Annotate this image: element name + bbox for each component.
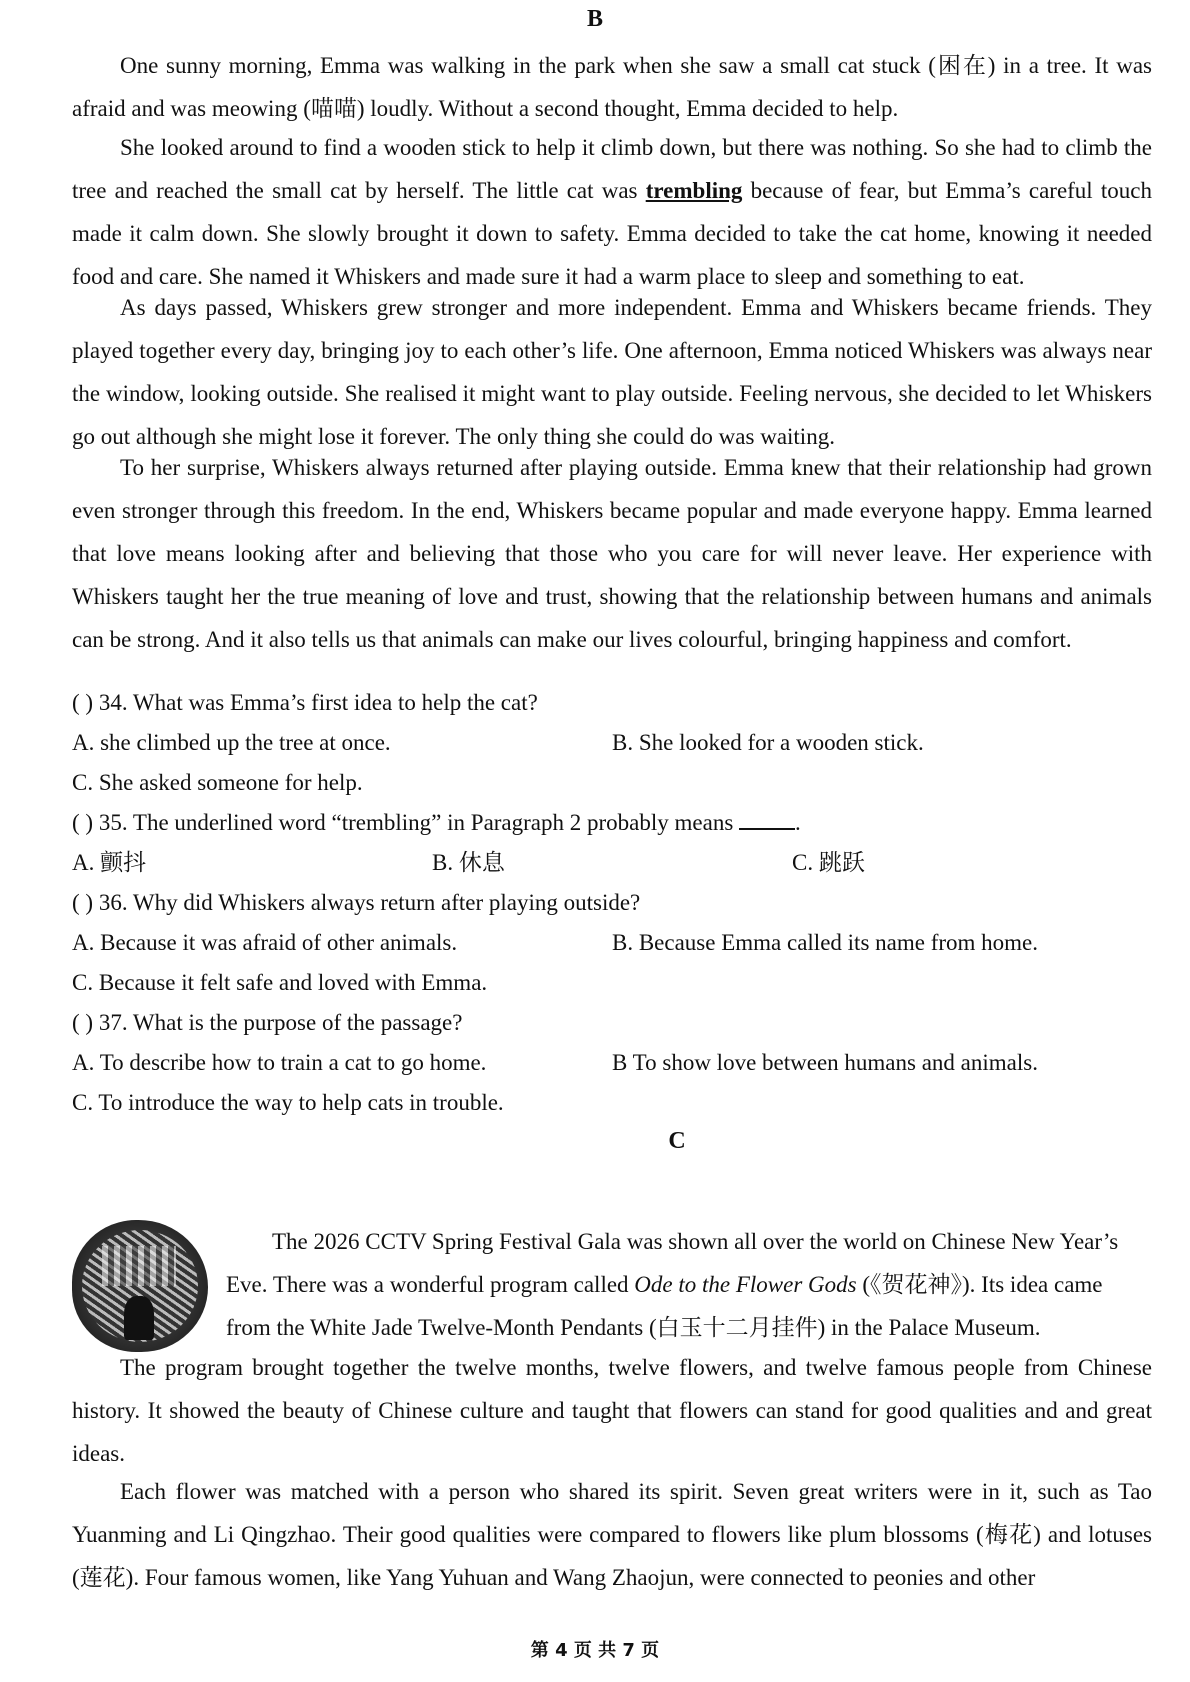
q35-option-c: C. 跳跃 (792, 850, 865, 875)
q35-option-b: B. 休息 (432, 850, 505, 875)
pendant-inscription (102, 1246, 176, 1286)
paragraph-c1-line3: from the White Jade Twelve-Month Pendants (白玉十二月挂件) in the Palace Museum. (226, 1315, 1041, 1340)
answer-blank (739, 808, 795, 830)
paragraph-c3: Each flower was matched with a person who shared its spirit. Seven great writers were in it, such as Tao Yuanming and Li Qingzhao. Their good qualities were compared to flowers like plum blossoms (梅花) and lotuses (莲花). Four famous women, like Yang Yuhuan and Wang Zhaojun, were connected to peonies and other (72, 1479, 1152, 1590)
question-35-stem: ( ) 35. The underlined word “trembling” in Paragraph 2 probably means (72, 810, 734, 835)
paragraph-b3: As days passed, Whiskers grew stronger and more independent. Emma and Whiskers became friends. They played together every day, bringing joy to each other’s life. One afternoon, Emma noticed Whiskers was always near the window, looking outside. She realised it might want to play outside. Feeling nervous, she decided to let Whiskers go out although she might lose it forever. The only thing she could do was waiting. (72, 295, 1152, 449)
paragraph-b2-after: because of fear, but Emma’s careful touch made it calm down. She slowly brought it down to safety. Emma decided to take the cat home, knowing it needed food and care. She named it Whiskers and made sure it had a warm place to sleep and something to eat. (72, 178, 1152, 289)
paragraph-b2-before: She looked around to find a wooden stick to help it climb down, but there was nothing. So she had to climb the tree and reached the small cat by herself. The little cat was (72, 135, 1152, 203)
q34-option-a: A. she climbed up the tree at once. (72, 730, 391, 755)
q34-option-c: C. She asked someone for help. (72, 770, 363, 795)
question-35-end: . (795, 810, 801, 835)
q36-option-a: A. Because it was afraid of other animals. (72, 930, 458, 955)
q34-option-b: B. She looked for a wooden stick. (612, 730, 924, 755)
paragraph-b1: One sunny morning, Emma was walking in the park when she saw a small cat stuck (困在) in a tree. It was afraid and was meowing (喵喵) loudly. Without a second thought, Emma decided to help. (72, 53, 1152, 121)
question-34: ( ) 34. What was Emma’s first idea to help the cat? (72, 690, 538, 715)
q37-option-a: A. To describe how to train a cat to go home. (72, 1050, 487, 1075)
paragraph-c1-line1: The 2026 CCTV Spring Festival Gala was shown all over the world on Chinese New Year’s (272, 1229, 1119, 1254)
q35-option-a: A. 颤抖 (72, 850, 147, 875)
paragraph-c1-line2 (226, 1263, 1152, 1306)
q36-option-c: C. Because it felt safe and loved with Emma. (72, 970, 488, 995)
question-36: ( ) 36. Why did Whiskers always return after playing outside? (72, 890, 641, 915)
paragraph-c1-line2-a: Eve. There was a wonderful program called (226, 1272, 635, 1297)
pendant-figure (124, 1296, 154, 1340)
program-title: Ode to the Flower Gods (634, 1272, 857, 1297)
question-37: ( ) 37. What is the purpose of the passage? (72, 1010, 463, 1035)
paragraph-c2: The program brought together the twelve months, twelve flowers, and twelve famous people from Chinese history. It showed the beauty of Chinese culture and taught that flowers can stand for good qualities and and great ideas. (72, 1355, 1152, 1466)
paragraph-b2 (72, 126, 1152, 298)
section-c-title: C (668, 1128, 686, 1154)
page-footer: 第 4 页 共 7 页 (530, 1640, 660, 1661)
question-35 (72, 808, 801, 838)
paragraph-c1 (226, 1220, 1152, 1349)
underlined-word-trembling: trembling (645, 178, 743, 203)
q37-option-b: B To show love between humans and animals. (612, 1050, 1038, 1075)
q37-option-c: C. To introduce the way to help cats in trouble. (72, 1090, 504, 1115)
paragraph-c1-line2-b: (《贺花神》). Its idea came (856, 1272, 1103, 1297)
paragraph-b4: To her surprise, Whiskers always returned after playing outside. Emma knew that their relationship had grown even stronger through this freedom. In the end, Whiskers became popular and made everyone happy. Emma learned that love means looking after and believing that those who you care for will never leave. Her experience with Whiskers taught her the true meaning of love and trust, showing that the relationship between humans and animals can be strong. And it also tells us that animals can make our lives colourful, bringing happiness and comfort. (72, 455, 1152, 652)
section-b-title: B (586, 6, 603, 32)
pendant-illustration (72, 1220, 208, 1352)
q36-option-b: B. Because Emma called its name from home. (612, 930, 1039, 955)
